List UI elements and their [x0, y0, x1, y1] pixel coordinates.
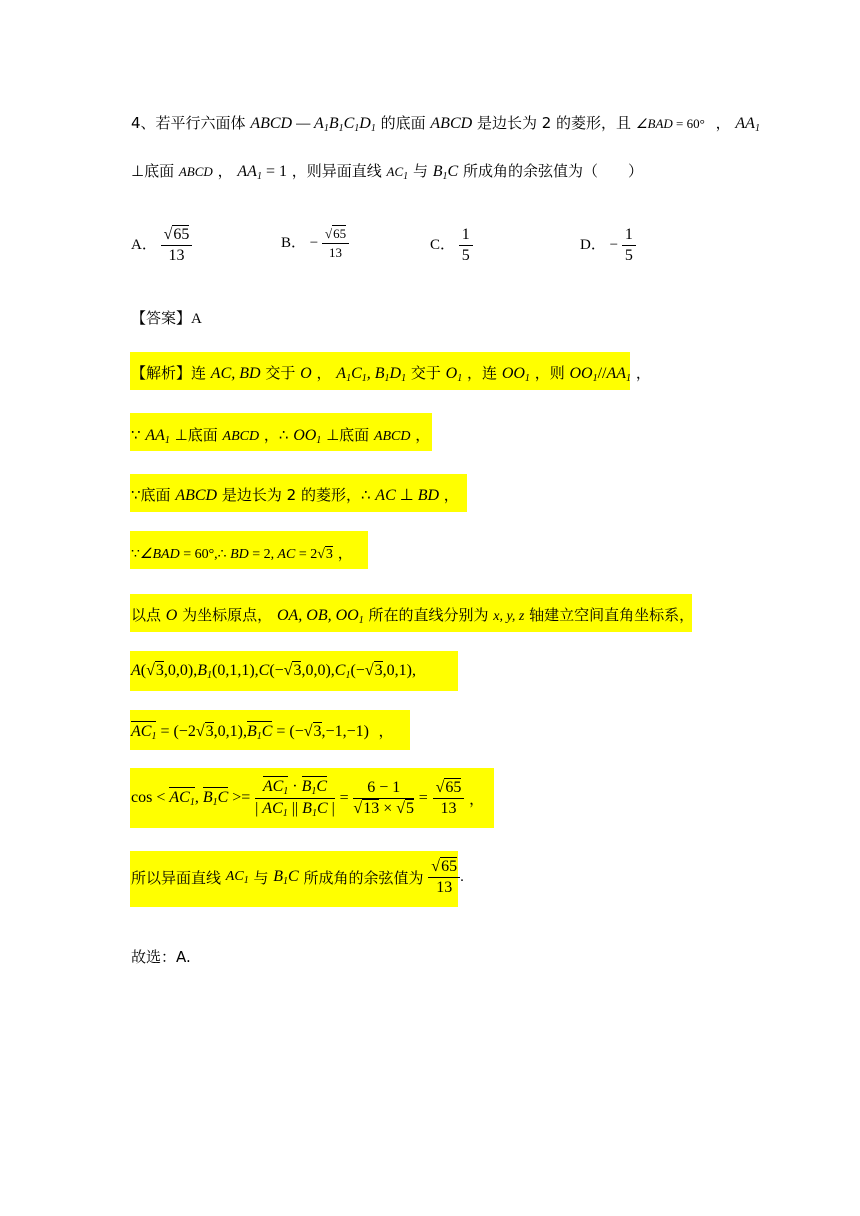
formula: ∵∠BAD = 60°,∴ BD = 2, AC = 2√3 [131, 547, 333, 562]
formula-solid: ABCD — $A_1B_1C_1D_1$ [250, 115, 376, 134]
solution-text: ∵ [131, 426, 141, 444]
option-a [131, 226, 192, 265]
formula-base: ABCD [178, 164, 213, 179]
option-d [580, 226, 636, 265]
formula: $A(√3,0,0),B_1(0,1,1),C(-√3,0,0),C_1(-√3,0,1)$, [131, 662, 416, 681]
solution-text: 轴建立空间直角坐标系， [529, 606, 695, 624]
formula: $A_1C_1$, $B_1D_1$ [336, 365, 407, 384]
option-value: $\frac{√65}{13}$ [161, 226, 193, 265]
option-label: D． [580, 236, 606, 253]
formula: $B_1C$ [273, 868, 299, 887]
final-answer: 故选：A. [131, 948, 191, 966]
solution-text: ， [469, 790, 485, 808]
question-text: ， [217, 162, 233, 180]
solution-text: 为坐标原点， [182, 606, 273, 624]
question-text: 与 [412, 162, 428, 180]
solution-text: 所在的直线分别为 [368, 606, 489, 624]
question-text: 是边长为 2 的菱形，且 [476, 114, 632, 132]
option-c [430, 226, 473, 265]
solution-line-9 [131, 858, 464, 897]
solution-line-2 [131, 424, 430, 446]
solution-text: ⊥底面 [326, 426, 370, 444]
formula: $AC_1 = (-2√3,0,1),B_1C = (-√3,-1,-1)$ [131, 723, 369, 742]
formula-angle: ∠BAD = 60° [635, 116, 705, 131]
solution-text: ，∴ [263, 426, 289, 444]
formula: $OO_1//AA_1$ [569, 365, 632, 384]
solution-text: ， [635, 364, 651, 382]
formula: $O_1$ [445, 365, 463, 384]
question-text: 所成角的余弦值为（ ） [462, 162, 643, 180]
option-label: C． [430, 236, 456, 253]
solution-text: ∵底面 [131, 486, 171, 504]
formula: ABCD [222, 429, 260, 444]
solution-text: ⊥底面 [174, 426, 218, 444]
solution-text: 所成角的余弦值为 [303, 869, 424, 887]
formula: x, y, z [493, 609, 525, 624]
question-line-1 [131, 112, 760, 134]
answer-label: 【答案】 [131, 309, 192, 327]
option-value: $\frac{1}{5}$ [622, 226, 636, 265]
option-sign: − [609, 236, 619, 253]
solution-line-5 [131, 604, 694, 626]
formula-base: ABCD [430, 115, 473, 132]
solution-text: ， [415, 426, 431, 444]
formula: ABCD [373, 429, 411, 444]
question-text: ⊥底面 [131, 162, 175, 180]
solution-text: 与 [253, 869, 269, 887]
formula-fraction: $\frac{AC_1 \cdot B_1C}{| AC_1 || B_1C |}$ [255, 778, 335, 819]
option-value: $\frac{1}{5}$ [459, 226, 473, 265]
solution-line-7 [131, 720, 393, 742]
solution-line-6 [131, 661, 416, 681]
formula-ac1: $AC_1$ [386, 164, 409, 182]
solution-line-3 [131, 484, 459, 505]
solution-text: 所以异面直线 [131, 869, 222, 887]
question-text: 的底面 [380, 114, 426, 132]
formula: $OO_1$ [501, 365, 530, 384]
solution-text: ，则 [534, 364, 565, 382]
solution-text: 【解析】连 [131, 364, 207, 382]
option-b [281, 226, 349, 261]
formula-aa1: $AA_1$ [735, 115, 760, 134]
solution-text: 交于 [265, 364, 296, 382]
option-label: B． [281, 234, 307, 251]
option-label: A． [131, 236, 157, 253]
question-text: ，则异面直线 [291, 162, 382, 180]
formula: ABCD [175, 487, 218, 504]
comma: ， [373, 722, 394, 740]
answer-line [131, 307, 202, 328]
solution-line-8 [131, 778, 484, 819]
solution-line-4 [131, 542, 353, 563]
solution-text: ，连 [467, 364, 498, 382]
formula: AC, BD [210, 365, 261, 382]
formula-fraction: $\frac{√65}{13}$ [433, 779, 465, 818]
formula: $OO_1$ [293, 427, 322, 446]
solution-line-1 [131, 362, 651, 384]
solution-text: 是边长为 2 的菱形，∴ [221, 486, 371, 504]
comma: ， [715, 114, 731, 132]
formula-fraction: $\frac{6 - 1}{√13 \times √5}$ [353, 779, 414, 817]
option-sign: − [309, 234, 319, 251]
solution-text: ， [337, 544, 353, 562]
formula: O [300, 365, 312, 382]
formula: AC ⊥ BD [375, 487, 440, 504]
formula-fraction: $\frac{√65}{13}$ [428, 858, 460, 897]
option-value: $\frac{√65}{13}$ [322, 226, 349, 261]
solution-text: 交于 [410, 364, 441, 382]
period: . [460, 869, 464, 885]
equals: = [418, 789, 428, 807]
question-line-2 [131, 160, 643, 182]
equals: = [339, 789, 349, 807]
formula-aa1-eq: $AA_1 = 1$ [237, 163, 287, 182]
formula: $\cos < AC_1$, $B_1C$ >= [131, 789, 251, 808]
formula-b1c: $B_1C$ [432, 163, 459, 182]
solution-text: ， [316, 364, 332, 382]
formula: $AA_1$ [145, 427, 170, 446]
solution-text: 以点 [131, 606, 162, 624]
answer-value: A [191, 311, 202, 327]
formula: O [165, 607, 178, 624]
formula: OA, OB, $OO_1$ [276, 607, 364, 626]
formula: $AC_1$ [225, 869, 249, 886]
question-text: 4、若平行六面体 [131, 114, 246, 132]
solution-text: ， [443, 486, 459, 504]
